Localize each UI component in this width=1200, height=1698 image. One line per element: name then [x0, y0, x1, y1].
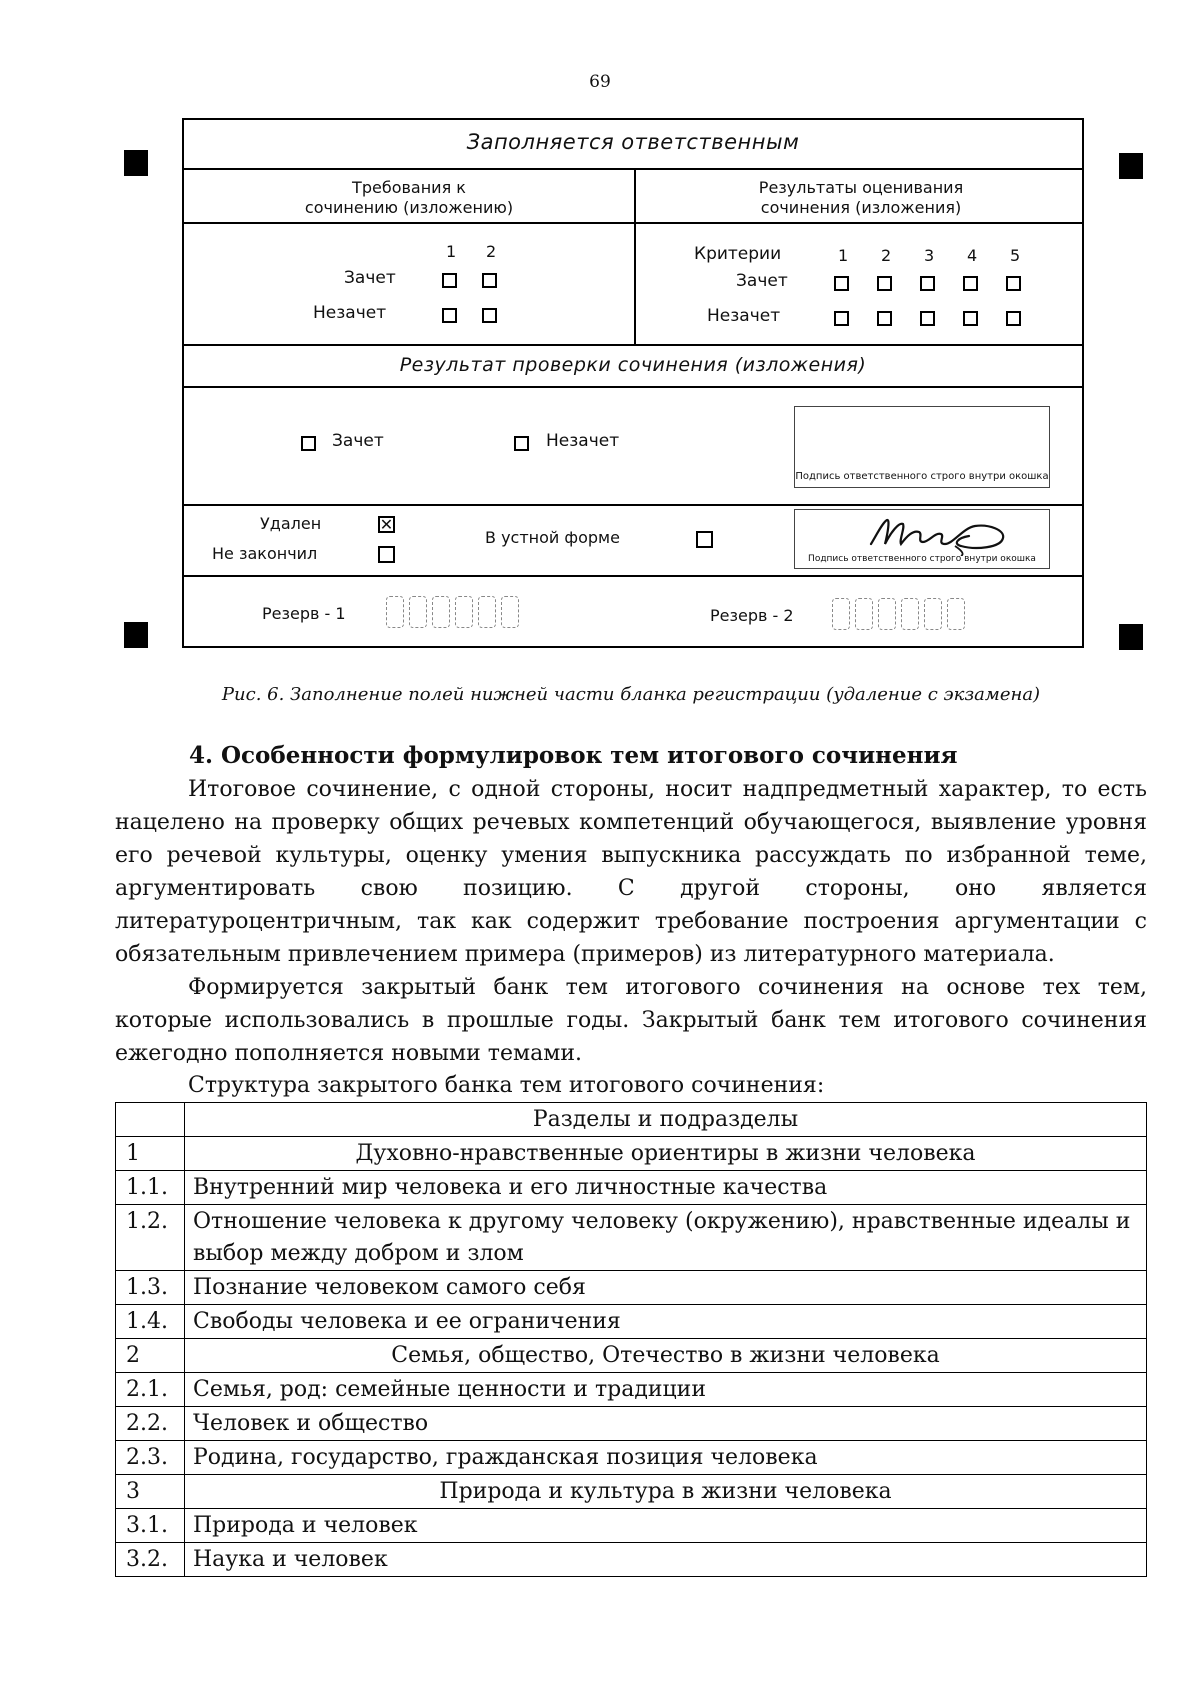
row-number: 1.4.	[116, 1305, 185, 1339]
req-pass-label: Зачет	[344, 268, 396, 288]
table-row	[116, 1441, 1147, 1475]
crit5-fail-checkbox[interactable]	[1006, 311, 1021, 326]
table-row	[116, 1475, 1147, 1509]
row-number: 3	[116, 1475, 185, 1509]
criteria-col-2: 2	[881, 246, 892, 265]
handwritten-signature	[865, 514, 1015, 556]
row-number: 1.3.	[116, 1271, 185, 1305]
req1-fail-checkbox[interactable]	[442, 308, 457, 323]
req1-pass-checkbox[interactable]	[442, 273, 457, 288]
criteria-col-3: 3	[924, 246, 935, 265]
criteria-label: Критерии	[694, 244, 782, 264]
table-row	[116, 1305, 1147, 1339]
criteria-col-5: 5	[1010, 246, 1021, 265]
corner-marker	[1119, 624, 1143, 650]
removed-checkbox[interactable]: ✕	[379, 514, 394, 534]
not-finished-label: Не закончил	[212, 544, 318, 563]
row-number: 1.1.	[116, 1171, 185, 1205]
themes-table	[115, 1102, 1147, 1577]
table-row	[116, 1407, 1147, 1441]
result-pass-checkbox[interactable]	[301, 436, 316, 451]
row-number: 3.2.	[116, 1543, 185, 1577]
signature-caption: Подпись ответственного строго внутри окошка	[795, 471, 1049, 482]
table-row	[116, 1271, 1147, 1305]
subsection-title: Человек и общество	[185, 1407, 1147, 1441]
subsection-title: Семья, род: семейные ценности и традиции	[185, 1373, 1147, 1407]
not-finished-checkbox[interactable]	[378, 546, 395, 563]
section-title: Духовно-нравственные ориентиры в жизни человека	[185, 1137, 1147, 1171]
table-header-title: Разделы и подразделы	[185, 1103, 1147, 1137]
result-pass-label: Зачет	[332, 431, 384, 451]
row-number: 2	[116, 1339, 185, 1373]
subsection-title: Наука и человек	[185, 1543, 1147, 1577]
subsection-title: Природа и человек	[185, 1509, 1147, 1543]
criteria-fail-label: Незачет	[707, 306, 781, 326]
table-row	[116, 1171, 1147, 1205]
crit4-pass-checkbox[interactable]	[963, 276, 978, 291]
signature-box-empty[interactable]	[794, 406, 1050, 488]
requirements-title: Требования к сочинению (изложению)	[304, 178, 514, 217]
section-title: Семья, общество, Отечество в жизни человека	[185, 1339, 1147, 1373]
crit4-fail-checkbox[interactable]	[963, 311, 978, 326]
table-row	[116, 1137, 1147, 1171]
crit3-fail-checkbox[interactable]	[920, 311, 935, 326]
crit1-fail-checkbox[interactable]	[834, 311, 849, 326]
table-header-row	[116, 1103, 1147, 1137]
req-fail-label: Незачет	[313, 303, 387, 323]
subsection-title: Отношение человека к другому человеку (окружению), нравственные идеалы и выбор между добром и злом	[185, 1205, 1147, 1271]
subsection-title: Свободы человека и ее ограничения	[185, 1305, 1147, 1339]
result-fail-label: Незачет	[546, 431, 620, 451]
req-col-1: 1	[446, 242, 457, 261]
req-col-2: 2	[486, 242, 497, 261]
row-number: 3.1.	[116, 1509, 185, 1543]
crit1-pass-checkbox[interactable]	[834, 276, 849, 291]
corner-marker	[1119, 153, 1143, 179]
registration-form	[182, 118, 1084, 648]
corner-marker	[124, 622, 148, 648]
form-header: Заполняется ответственным	[466, 130, 800, 154]
subsection-title: Родина, государство, гражданская позиция человека	[185, 1441, 1147, 1475]
corner-marker	[124, 150, 148, 176]
section-title: Природа и культура в жизни человека	[185, 1475, 1147, 1509]
paragraph-2: Формируется закрытый банк тем итогового сочинения на основе тех тем, которые использовались в прошлые годы. Закрытый банк тем итогового сочинения ежегодно пополняется новыми темами.	[115, 975, 1147, 1066]
subsection-title: Познание человеком самого себя	[185, 1271, 1147, 1305]
paragraph-1: Итоговое сочинение, с одной стороны, носит надпредметный характер, то есть нацелено на проверку общих речевых компетенций обучающегося, выявление уровня его речевой культуры, оценку умения выпускника рассуждать по избранной теме, аргументировать свою позицию. С другой стороны, оно является литературоцентричным, так как содержит требование построения аргументации с обязательным привлечением примера (примеров) из литературного материала.	[115, 777, 1147, 967]
criteria-pass-label: Зачет	[736, 271, 788, 291]
crit2-pass-checkbox[interactable]	[877, 276, 892, 291]
signature-box-signed[interactable]	[794, 509, 1050, 569]
row-number: 2.1.	[116, 1373, 185, 1407]
table-row	[116, 1509, 1147, 1543]
table-intro: Структура закрытого банка тем итогового сочинения:	[188, 1073, 825, 1098]
signature-caption-2: Подпись ответственного строго внутри окошка	[808, 554, 1036, 564]
table-row	[116, 1339, 1147, 1373]
oral-form-label: В устной форме	[485, 528, 620, 547]
row-number: 1	[116, 1137, 185, 1171]
subsection-title: Внутренний мир человека и его личностные качества	[185, 1171, 1147, 1205]
table-header-num	[116, 1103, 185, 1137]
crit3-pass-checkbox[interactable]	[920, 276, 935, 291]
check-result-title: Результат проверки сочинения (изложения)	[399, 354, 867, 376]
section-heading: 4. Особенности формулировок тем итогового сочинения	[189, 742, 958, 769]
oral-form-checkbox[interactable]	[696, 531, 713, 548]
reserve-2-label: Резерв - 2	[710, 606, 794, 625]
row-number: 2.2.	[116, 1407, 185, 1441]
crit5-pass-checkbox[interactable]	[1006, 276, 1021, 291]
removed-label: Удален	[260, 514, 322, 533]
criteria-col-1: 1	[838, 246, 849, 265]
figure-caption: Рис. 6. Заполнение полей нижней части бланка регистрации (удаление с экзамена)	[221, 684, 1041, 705]
table-row	[116, 1373, 1147, 1407]
row-number: 1.2.	[116, 1205, 185, 1271]
crit2-fail-checkbox[interactable]	[877, 311, 892, 326]
results-title: Результаты оценивания сочинения (изложения)	[758, 178, 964, 217]
req2-fail-checkbox[interactable]	[482, 308, 497, 323]
result-fail-checkbox[interactable]	[514, 436, 529, 451]
table-row	[116, 1543, 1147, 1577]
reserve-1-label: Резерв - 1	[262, 604, 346, 623]
table-row	[116, 1205, 1147, 1271]
criteria-col-4: 4	[967, 246, 978, 265]
page-number: 69	[589, 72, 611, 92]
req2-pass-checkbox[interactable]	[482, 273, 497, 288]
row-number: 2.3.	[116, 1441, 185, 1475]
